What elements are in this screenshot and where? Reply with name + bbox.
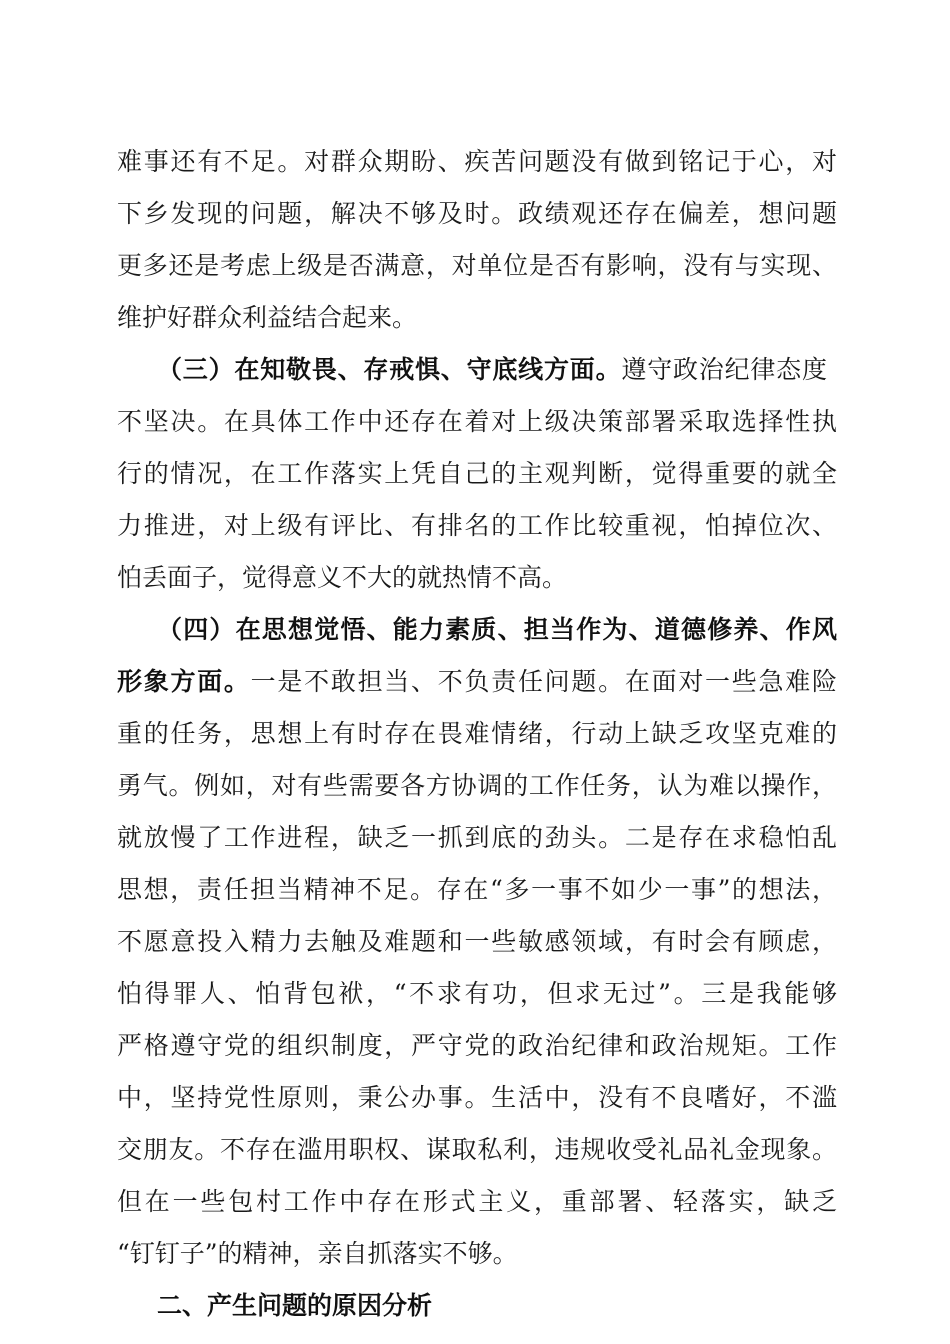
paragraph-3-line-13: “钉钉子”的精神，亲自抓落实不够。 <box>117 1239 518 1268</box>
paragraph-3-line-4: 勇气。例如，对有些需要各方协调的工作任务，认为难以操作， <box>117 771 837 800</box>
paragraph-3-line-2-text: 一是不敢担当、不负责任问题。在面对一些急难险 <box>250 667 837 696</box>
paragraph-3-line-5: 就放慢了工作进程，缺乏一抓到底的劲头。二是存在求稳怕乱 <box>117 823 837 852</box>
paragraph-2-line-2: 不坚决。在具体工作中还存在着对上级决策部署采取选择性执 <box>117 407 837 436</box>
paragraph-3-line-2 <box>117 660 837 704</box>
paragraph-1-line-1: 难事还有不足。对群众期盼、疾苦问题没有做到铭记于心，对 <box>117 147 837 176</box>
paragraph-3-heading-line-1: （四）在思想觉悟、能力素质、担当作为、道德修养、作风 <box>157 615 837 644</box>
paragraph-3-line-12: 但在一些包村工作中存在形式主义，重部署、轻落实，缺乏 <box>117 1187 837 1216</box>
paragraph-3-line-6: 思想，责任担当精神不足。存在“多一事不如少一事”的想法， <box>117 875 837 904</box>
paragraph-2-line-4: 力推进，对上级有评比、有排名的工作比较重视，怕掉位次、 <box>117 511 837 540</box>
paragraph-3-heading-line-2: 形象方面。 <box>117 667 251 696</box>
paragraph-3-line-10: 中，坚持党性原则，秉公办事。生活中，没有不良嗜好，不滥 <box>117 1083 837 1112</box>
paragraph-3-line-9: 严格遵守党的组织制度，严守党的政治纪律和政治规矩。工作 <box>117 1031 837 1060</box>
paragraph-2-line-1 <box>157 348 827 392</box>
paragraph-3-line-11: 交朋友。不存在滥用职权、谋取私利，违规收受礼品礼金现象。 <box>117 1135 837 1164</box>
paragraph-1-line-3: 更多还是考虑上级是否满意，对单位是否有影响，没有与实现、 <box>117 251 837 280</box>
paragraph-3-line-7: 不愿意投入精力去触及难题和一些敏感领域，有时会有顾虑， <box>117 927 837 956</box>
paragraph-2-line-3: 行的情况，在工作落实上凭自己的主观判断，觉得重要的就全 <box>117 459 837 488</box>
paragraph-2-heading: （三）在知敬畏、存戒惧、守底线方面。 <box>157 355 622 384</box>
paragraph-3-line-8: 怕得罪人、怕背包袱，“不求有功，但求无过”。三是我能够 <box>117 979 837 1008</box>
paragraph-3-line-3: 重的任务，思想上有时存在畏难情绪，行动上缺乏攻坚克难的 <box>117 719 837 748</box>
section-heading: 二、产生问题的原因分析 <box>157 1291 433 1320</box>
paragraph-1-line-4: 维护好群众利益结合起来。 <box>117 303 418 332</box>
paragraph-2-line-5: 怕丢面子，觉得意义不大的就热情不高。 <box>117 563 568 592</box>
paragraph-2-line-1-text: 遵守政治纪律态度 <box>621 355 827 384</box>
paragraph-1-line-2: 下乡发现的问题，解决不够及时。政绩观还存在偏差，想问题 <box>117 199 837 228</box>
